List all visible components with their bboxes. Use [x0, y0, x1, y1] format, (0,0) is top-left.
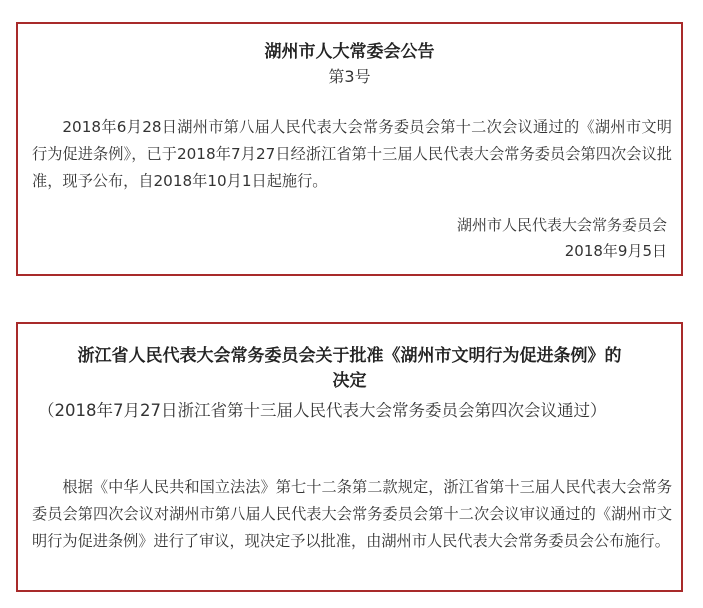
announcement-number: 第3号 [328, 67, 371, 86]
announcement-box [16, 22, 683, 276]
announcement-body: 2018年6月28日湖州市第八届人民代表大会常务委员会第十二次会议通过的《湖州市文明行为促进条例》，已于2018年7月27日经浙江省第十三届人民代表大会常务委员会第四次会议批准，现予公布，自2018年10月1日起施行。 [32, 118, 672, 190]
announcement-issuer: 湖州市人民代表大会常务委员会 [456, 216, 667, 234]
decision-body: 根据《中华人民共和国立法法》第七十二条第二款规定，浙江省第十三届人民代表大会常务委员会第四次会议对湖州市第八届人民代表大会常务委员会第十二次会议审议通过的《湖州市文明行为促进条例》进行了审议，现决定予以批准，由湖州市人民代表大会常务委员会公布施行。 [32, 478, 672, 550]
announcement-title: 湖州市人大常委会公告 [264, 42, 435, 62]
decision-title-line2: 决定 [332, 371, 367, 391]
decision-adoption-note: （2018年7月27日浙江省第十三届人民代表大会常务委员会第四次会议通过） [38, 401, 607, 420]
decision-box [16, 322, 683, 592]
decision-title-line1: 浙江省人民代表大会常务委员会关于批准《湖州市文明行为促进条例》的 [77, 346, 622, 366]
announcement-date: 2018年9月5日 [564, 242, 667, 260]
